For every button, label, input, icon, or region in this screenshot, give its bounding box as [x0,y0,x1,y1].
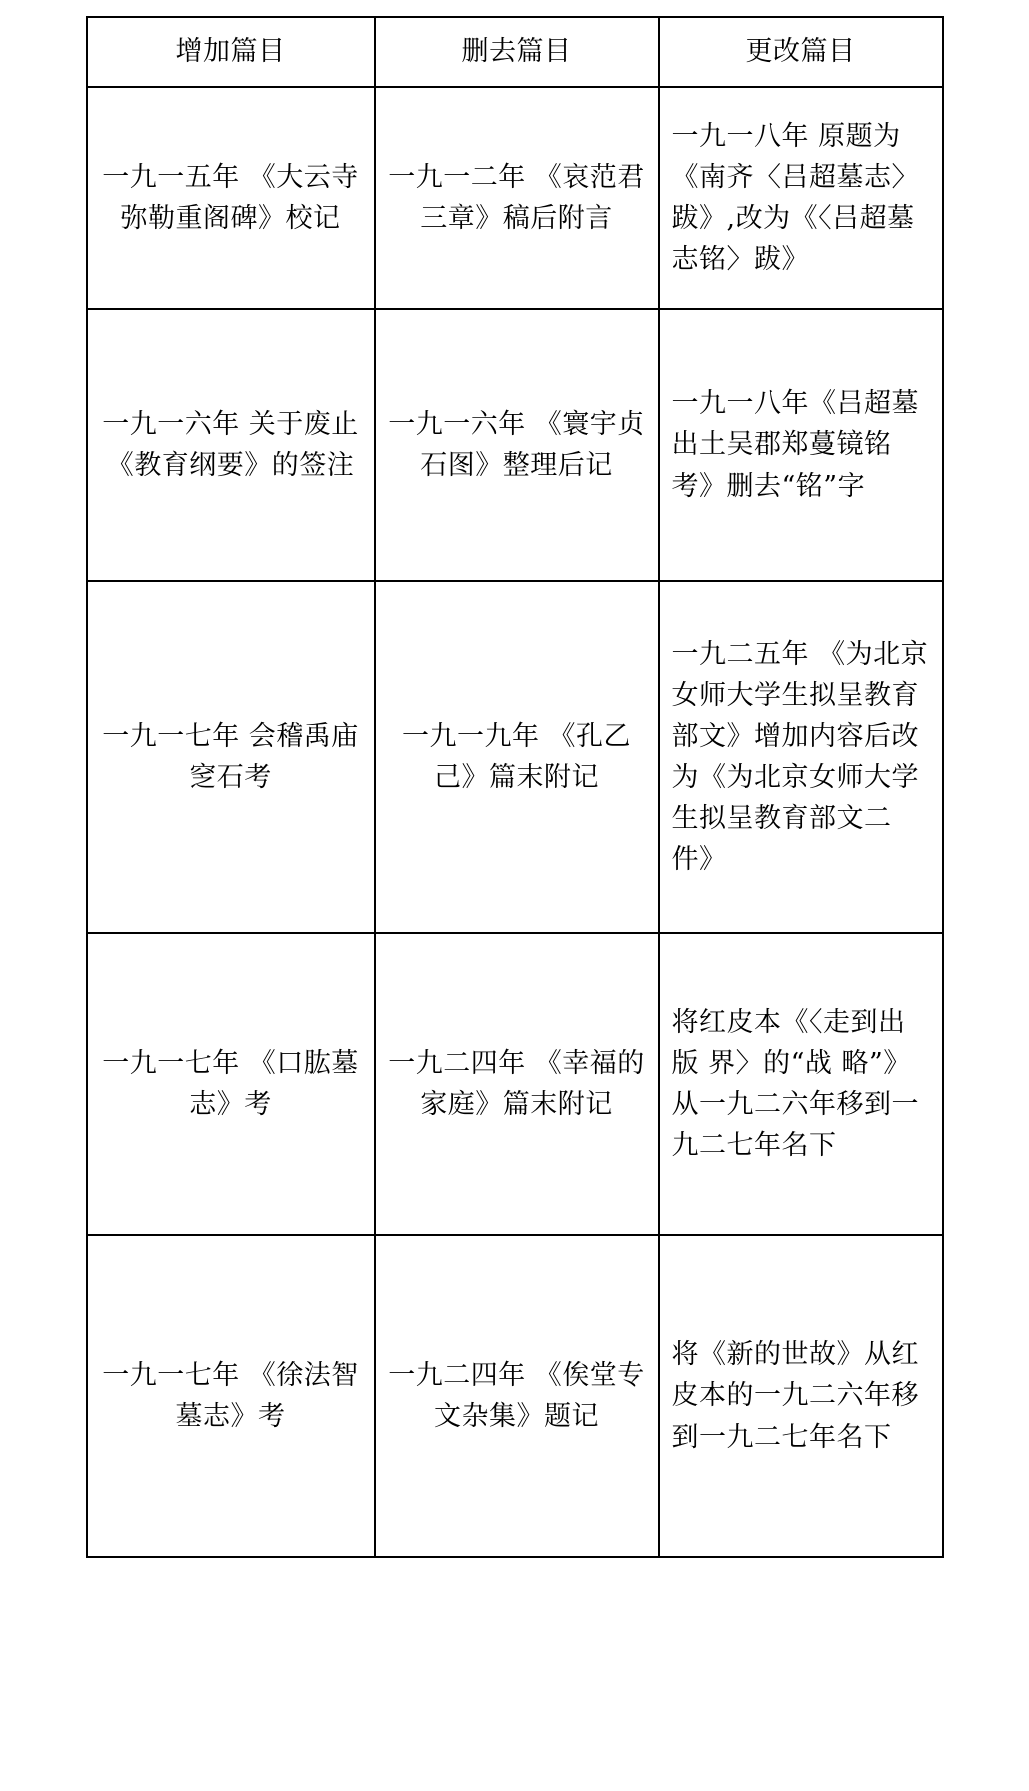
cell-changed [659,87,943,309]
cell-changed [659,309,943,581]
column-header-changed: 更改篇目 [659,17,943,87]
cell-changed [659,581,943,933]
cell-added-text: 一九一七年 会稽禹庙窆石考 [102,720,359,793]
table-body [87,87,943,1557]
cell-deleted [375,1235,659,1557]
table-row [87,87,943,309]
cell-added [87,581,375,933]
cell-added-text: 一九一六年 关于废止《教育纲要》的签注 [102,408,359,481]
cell-changed-text: 一九一八年《吕超墓出土吴郡郑蔓镜铭考》删去“铭”字 [671,388,919,502]
cell-added [87,1235,375,1557]
cell-deleted-text: 一九一六年 《寰宇贞石图》整理后记 [388,408,645,481]
cell-deleted [375,933,659,1235]
cell-added-text: 一九一五年 《大云寺弥勒重阁碑》校记 [102,161,359,234]
table-row [87,309,943,581]
cell-deleted-text: 一九一九年 《孔乙己》篇末附记 [401,720,632,793]
cell-deleted-text: 一九二四年 《幸福的家庭》篇末附记 [388,1047,645,1120]
cell-added-text: 一九一七年 《口肱墓志》考 [102,1047,359,1120]
table-header [87,17,943,87]
column-header-deleted: 删去篇目 [375,17,659,87]
table-header-row [87,17,943,87]
cell-added-text: 一九一七年 《徐法智墓志》考 [102,1359,359,1432]
cell-deleted-text: 一九一二年 《哀范君三章》稿后附言 [388,161,645,234]
cell-changed-text: 一九二五年 《为北京女师大学生拟呈教育部文》增加内容后改为《为北京女师大学生拟呈教育部文二件》 [671,638,929,876]
cell-changed-text: 将红皮本《〈走到出版 界〉的“战 略”》从一九二六年移到一九二七年名下 [671,1006,919,1162]
comparison-table [86,16,944,1558]
cell-deleted [375,87,659,309]
table-row [87,581,943,933]
cell-changed [659,1235,943,1557]
cell-changed-text: 将《新的世故》从红皮本的一九二六年移到一九二七年名下 [671,1339,919,1453]
cell-added [87,309,375,581]
cell-changed [659,933,943,1235]
cell-added [87,933,375,1235]
cell-deleted [375,581,659,933]
cell-added [87,87,375,309]
cell-deleted [375,309,659,581]
cell-changed-text: 一九一八年 原题为《南齐〈吕超墓志〉跋》,改为《〈吕超墓志铭〉跋》 [671,120,919,276]
cell-deleted-text: 一九二四年 《俟堂专文杂集》题记 [388,1359,645,1432]
table-row [87,933,943,1235]
table-row [87,1235,943,1557]
column-header-added: 增加篇目 [87,17,375,87]
